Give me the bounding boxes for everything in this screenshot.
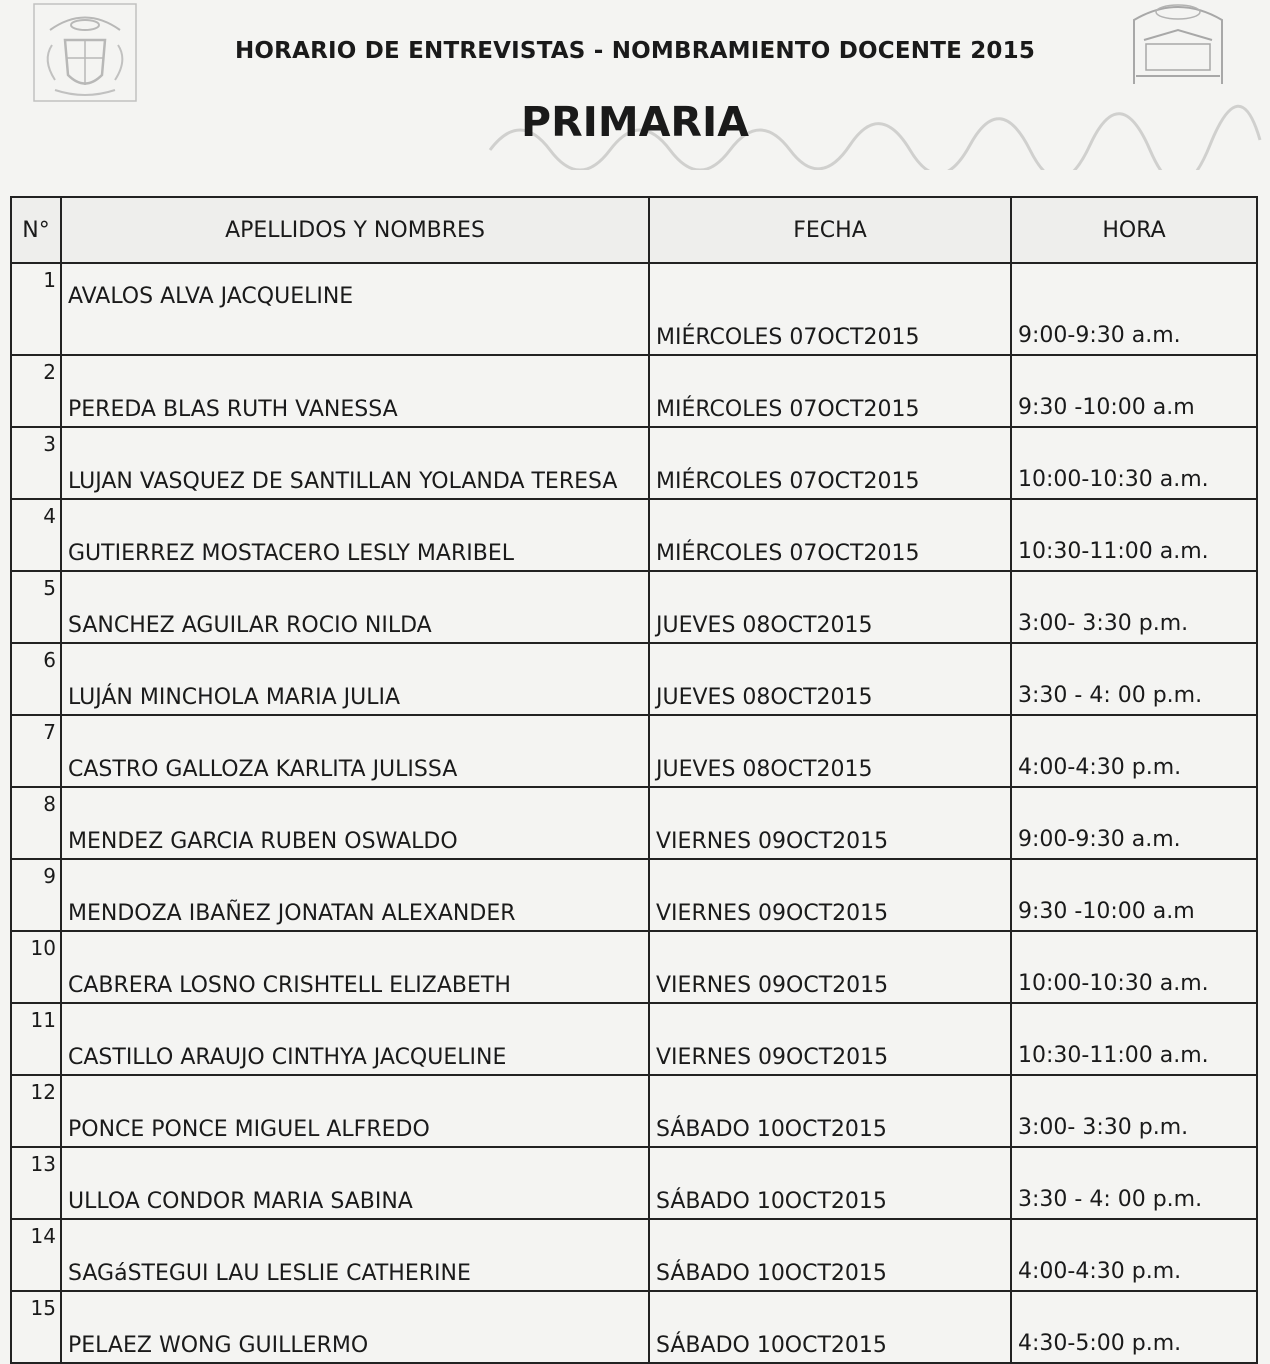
row-name: CABRERA LOSNO CRISHTELL ELIZABETH bbox=[61, 931, 649, 1003]
row-date: SÁBADO 10OCT2015 bbox=[649, 1075, 1011, 1147]
row-date: JUEVES 08OCT2015 bbox=[649, 643, 1011, 715]
row-number: 14 bbox=[11, 1219, 61, 1291]
row-name: PELAEZ WONG GUILLERMO bbox=[61, 1291, 649, 1363]
table-row bbox=[11, 643, 1257, 715]
row-time: 10:30-11:00 a.m. bbox=[1011, 499, 1257, 571]
table-row bbox=[11, 1003, 1257, 1075]
table-row bbox=[11, 1075, 1257, 1147]
table-header-row bbox=[11, 197, 1257, 263]
column-header-name: APELLIDOS Y NOMBRES bbox=[61, 197, 649, 263]
row-name: ULLOA CONDOR MARIA SABINA bbox=[61, 1147, 649, 1219]
row-time: 9:30 -10:00 a.m bbox=[1011, 859, 1257, 931]
row-time: 3:00- 3:30 p.m. bbox=[1011, 571, 1257, 643]
row-date: MIÉRCOLES 07OCT2015 bbox=[649, 427, 1011, 499]
table-row bbox=[11, 787, 1257, 859]
row-name: PEREDA BLAS RUTH VANESSA bbox=[61, 355, 649, 427]
row-name: MENDEZ GARCIA RUBEN OSWALDO bbox=[61, 787, 649, 859]
row-name: AVALOS ALVA JACQUELINE bbox=[61, 263, 649, 355]
column-header-date: FECHA bbox=[649, 197, 1011, 263]
row-time: 9:00-9:30 a.m. bbox=[1011, 787, 1257, 859]
row-time: 3:30 - 4: 00 p.m. bbox=[1011, 643, 1257, 715]
row-date: VIERNES 09OCT2015 bbox=[649, 787, 1011, 859]
row-time: 10:00-10:30 a.m. bbox=[1011, 427, 1257, 499]
row-date: JUEVES 08OCT2015 bbox=[649, 571, 1011, 643]
table-row bbox=[11, 715, 1257, 787]
row-date: VIERNES 09OCT2015 bbox=[649, 931, 1011, 1003]
page-title: HORARIO DE ENTREVISTAS - NOMBRAMIENTO DOCENTE 2015 bbox=[234, 38, 1036, 64]
table-row bbox=[11, 1291, 1257, 1363]
row-time: 3:30 - 4: 00 p.m. bbox=[1011, 1147, 1257, 1219]
column-header-time: HORA bbox=[1011, 197, 1257, 263]
row-name: GUTIERREZ MOSTACERO LESLY MARIBEL bbox=[61, 499, 649, 571]
row-number: 11 bbox=[11, 1003, 61, 1075]
row-date: SÁBADO 10OCT2015 bbox=[649, 1147, 1011, 1219]
row-name: PONCE PONCE MIGUEL ALFREDO bbox=[61, 1075, 649, 1147]
row-time: 3:00- 3:30 p.m. bbox=[1011, 1075, 1257, 1147]
row-name: LUJAN VASQUEZ DE SANTILLAN YOLANDA TERESA bbox=[61, 427, 649, 499]
row-date: JUEVES 08OCT2015 bbox=[649, 715, 1011, 787]
section-title: PRIMARIA bbox=[521, 98, 749, 146]
row-number: 10 bbox=[11, 931, 61, 1003]
row-number: 9 bbox=[11, 859, 61, 931]
row-name: CASTILLO ARAUJO CINTHYA JACQUELINE bbox=[61, 1003, 649, 1075]
row-name: SAGáSTEGUI LAU LESLIE CATHERINE bbox=[61, 1219, 649, 1291]
row-date: MIÉRCOLES 07OCT2015 bbox=[649, 355, 1011, 427]
row-date: SÁBADO 10OCT2015 bbox=[649, 1219, 1011, 1291]
table-row bbox=[11, 571, 1257, 643]
row-number: 6 bbox=[11, 643, 61, 715]
row-name: SANCHEZ AGUILAR ROCIO NILDA bbox=[61, 571, 649, 643]
row-number: 5 bbox=[11, 571, 61, 643]
row-number: 3 bbox=[11, 427, 61, 499]
table-row bbox=[11, 427, 1257, 499]
row-time: 4:00-4:30 p.m. bbox=[1011, 1219, 1257, 1291]
row-number: 12 bbox=[11, 1075, 61, 1147]
row-number: 4 bbox=[11, 499, 61, 571]
row-time: 9:00-9:30 a.m. bbox=[1011, 263, 1257, 355]
row-name: MENDOZA IBAÑEZ JONATAN ALEXANDER bbox=[61, 859, 649, 931]
row-date: MIÉRCOLES 07OCT2015 bbox=[649, 263, 1011, 355]
row-date: SÁBADO 10OCT2015 bbox=[649, 1291, 1011, 1363]
row-name: LUJÁN MINCHOLA MARIA JULIA bbox=[61, 643, 649, 715]
row-number: 1 bbox=[11, 263, 61, 355]
row-number: 2 bbox=[11, 355, 61, 427]
row-time: 10:30-11:00 a.m. bbox=[1011, 1003, 1257, 1075]
row-time: 10:00-10:30 a.m. bbox=[1011, 931, 1257, 1003]
row-number: 8 bbox=[11, 787, 61, 859]
row-date: VIERNES 09OCT2015 bbox=[649, 1003, 1011, 1075]
row-number: 7 bbox=[11, 715, 61, 787]
table-row bbox=[11, 1219, 1257, 1291]
row-time: 4:00-4:30 p.m. bbox=[1011, 715, 1257, 787]
interview-schedule-table bbox=[10, 196, 1258, 1364]
row-date: VIERNES 09OCT2015 bbox=[649, 859, 1011, 931]
row-time: 4:30-5:00 p.m. bbox=[1011, 1291, 1257, 1363]
table-row bbox=[11, 1147, 1257, 1219]
table-row bbox=[11, 263, 1257, 355]
row-time: 9:30 -10:00 a.m bbox=[1011, 355, 1257, 427]
table-row bbox=[11, 859, 1257, 931]
table-row bbox=[11, 355, 1257, 427]
row-date: MIÉRCOLES 07OCT2015 bbox=[649, 499, 1011, 571]
row-number: 15 bbox=[11, 1291, 61, 1363]
table-row bbox=[11, 931, 1257, 1003]
column-header-number: N° bbox=[11, 197, 61, 263]
row-number: 13 bbox=[11, 1147, 61, 1219]
row-name: CASTRO GALLOZA KARLITA JULISSA bbox=[61, 715, 649, 787]
table-row bbox=[11, 499, 1257, 571]
